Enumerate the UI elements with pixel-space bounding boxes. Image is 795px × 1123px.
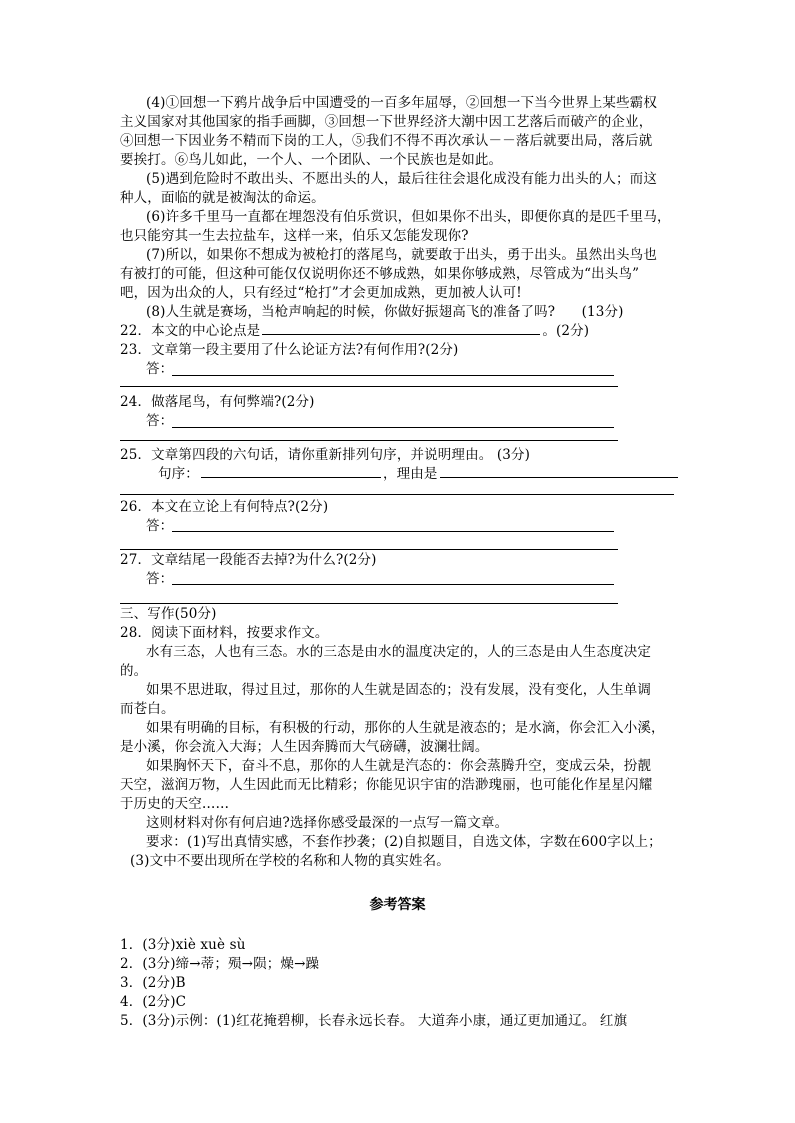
question-23: 23．文章第一段主要用了什么论证方法?有何作用?(2分) <box>120 342 459 358</box>
material-p3-line1: 如果有明确的目标，有积极的行动，那你的人生就是液态的；是水滴，你会汇入小溪， <box>146 720 665 736</box>
answer-4: 4．(2分)C <box>120 994 187 1010</box>
passage-p8-text: (8)人生就是赛场，当枪声响起的时候，你做好振翅高飞的准备了吗? <box>146 304 556 320</box>
question-25-order <box>158 465 680 484</box>
answer-label-24: 答： <box>146 413 174 429</box>
question-27: 27．文章结尾一段能否去掉?为什么?(2分) <box>120 552 377 568</box>
answer-line-24a[interactable] <box>172 427 614 428</box>
answer-line-25[interactable] <box>120 494 674 495</box>
question-24: 24．做落尾鸟，有何弊端?(2分) <box>120 394 315 410</box>
answers-title: 参考答案 <box>369 897 426 913</box>
question-26: 26．本文在立论上有何特点?(2分) <box>120 499 329 515</box>
requirements-line1: 要求：(1)写出真情实感，不套作抄袭；(2)自拟题目，自选文体，字数在600字以上； <box>146 834 662 850</box>
passage-p4-line3: ④回想一下因业务不精而下岗的工人，⑤我们不得不再次承认－－落后就要出局，落后就 <box>120 133 653 149</box>
passage-p4-line2: 主义国家对其他国家的指手画脚，③回想一下世界经济大潮中因工艺落后而破产的企业， <box>120 114 653 130</box>
answer-blank-22[interactable] <box>262 333 540 335</box>
passage-score: (13分) <box>581 304 624 320</box>
answer-5: 5．(3分)示例：(1)红花掩碧柳，长春永远长春。 大道奔小康，通辽更加通辽。 红旗 <box>120 1013 628 1029</box>
passage-p6-line1: (6)许多千里马一直都在埋怨没有伯乐赏识，但如果你不出头，即便你真的是匹千里马， <box>146 209 671 225</box>
material-prompt: 这则材料对你有何启迪?选择你感受最深的一点写一篇文章。 <box>146 815 509 831</box>
question-25: 25．文章第四段的六句话，请你重新排列句序，并说明理由。 (3分) <box>120 447 531 463</box>
question-22-score: 。(2分) <box>542 323 590 339</box>
passage-p7-line2: 有被打的可能，但这种可能仅仅说明你还不够成熟，如果你够成熟，尽管成为“出头鸟” <box>120 266 640 282</box>
reason-label: ，理由是 <box>382 466 438 482</box>
question-28: 28．阅读下面材料，按要求作文。 <box>120 625 329 641</box>
answer-line-23a[interactable] <box>172 375 614 376</box>
answer-label-23: 答： <box>146 361 174 377</box>
reason-blank[interactable] <box>440 476 678 478</box>
material-p1-line1: 水有三态，人也有三态。水的三态是由水的温度决定的，人的三态是由人生态度决定 <box>146 644 652 660</box>
material-p3-line2: 是小溪，你会流入大海；人生因奔腾而大气磅礴，波澜壮阔。 <box>120 739 489 755</box>
answer-line-27b[interactable] <box>120 603 618 604</box>
passage-p6-line2: 也只能穷其一生去拉盐车，这样一来，伯乐又怎能发现你? <box>120 228 469 244</box>
section-writing-heading: 三、写作(50分) <box>120 606 217 622</box>
answer-line-23b[interactable] <box>120 386 618 387</box>
material-p4-line1: 如果胸怀天下，奋斗不息，那你的人生就是汽态的：你会蒸腾升空，变成云朵，扮靓 <box>146 758 652 774</box>
order-label: 句序： <box>158 466 199 482</box>
material-p2-line1: 如果不思进取，得过且过，那你的人生就是固态的；没有发展，没有变化，人生单调 <box>146 682 652 698</box>
passage-p4-line1: (4)①回想一下鸦片战争后中国遭受的一百多年屈辱，②回想一下当今世界上某些霸权 <box>146 95 657 111</box>
answer-line-26a[interactable] <box>172 531 614 532</box>
answer-line-27a[interactable] <box>172 584 614 585</box>
order-blank[interactable] <box>201 476 381 478</box>
answer-2: 2．(3分)缔→蒂；殒→陨；燥→躁 <box>120 956 320 972</box>
question-22-text: 22．本文的中心论点是 <box>120 323 261 339</box>
material-p4-line3: 于历史的天空…… <box>120 796 230 812</box>
passage-p4-line4: 要挨打。⑥鸟儿如此，一个人、一个团队、一个民族也是如此。 <box>120 152 503 168</box>
material-p2-line2: 而苍白。 <box>120 701 175 717</box>
passage-p5-line1: (5)遇到危险时不敢出头、不愿出头的人，最后往往会退化成没有能力出头的人；而这 <box>146 171 657 187</box>
material-p1-line2: 的。 <box>120 663 148 679</box>
answer-1: 1．(3分)xiè xuè sù <box>120 937 246 953</box>
passage-p7-line1: (7)所以，如果你不想成为被枪打的落尾鸟，就要敢于出头，勇于出头。虽然出头鸟也 <box>146 247 657 263</box>
answer-line-26b[interactable] <box>120 549 618 550</box>
passage-p5-line2: 种人，面临的就是被淘汰的命运。 <box>120 190 325 206</box>
passage-p8-line1 <box>146 303 624 322</box>
answer-label-26: 答： <box>146 518 174 534</box>
answer-line-24b[interactable] <box>120 440 618 441</box>
passage-p7-line3: 吧，因为出众的人，只有经过“枪打”才会更加成熟，更加被人认可! <box>120 285 522 301</box>
requirements-line2: (3)文中不要出现所在学校的名称和人物的真实姓名。 <box>130 853 450 869</box>
answer-3: 3．(2分)B <box>120 975 186 991</box>
material-p4-line2: 天空，滋润万物，人生因此而无比精彩；你能见识宇宙的浩渺瑰丽，也可能化作星星闪耀 <box>120 777 653 793</box>
question-22 <box>120 322 589 341</box>
answer-label-27: 答： <box>146 571 174 587</box>
